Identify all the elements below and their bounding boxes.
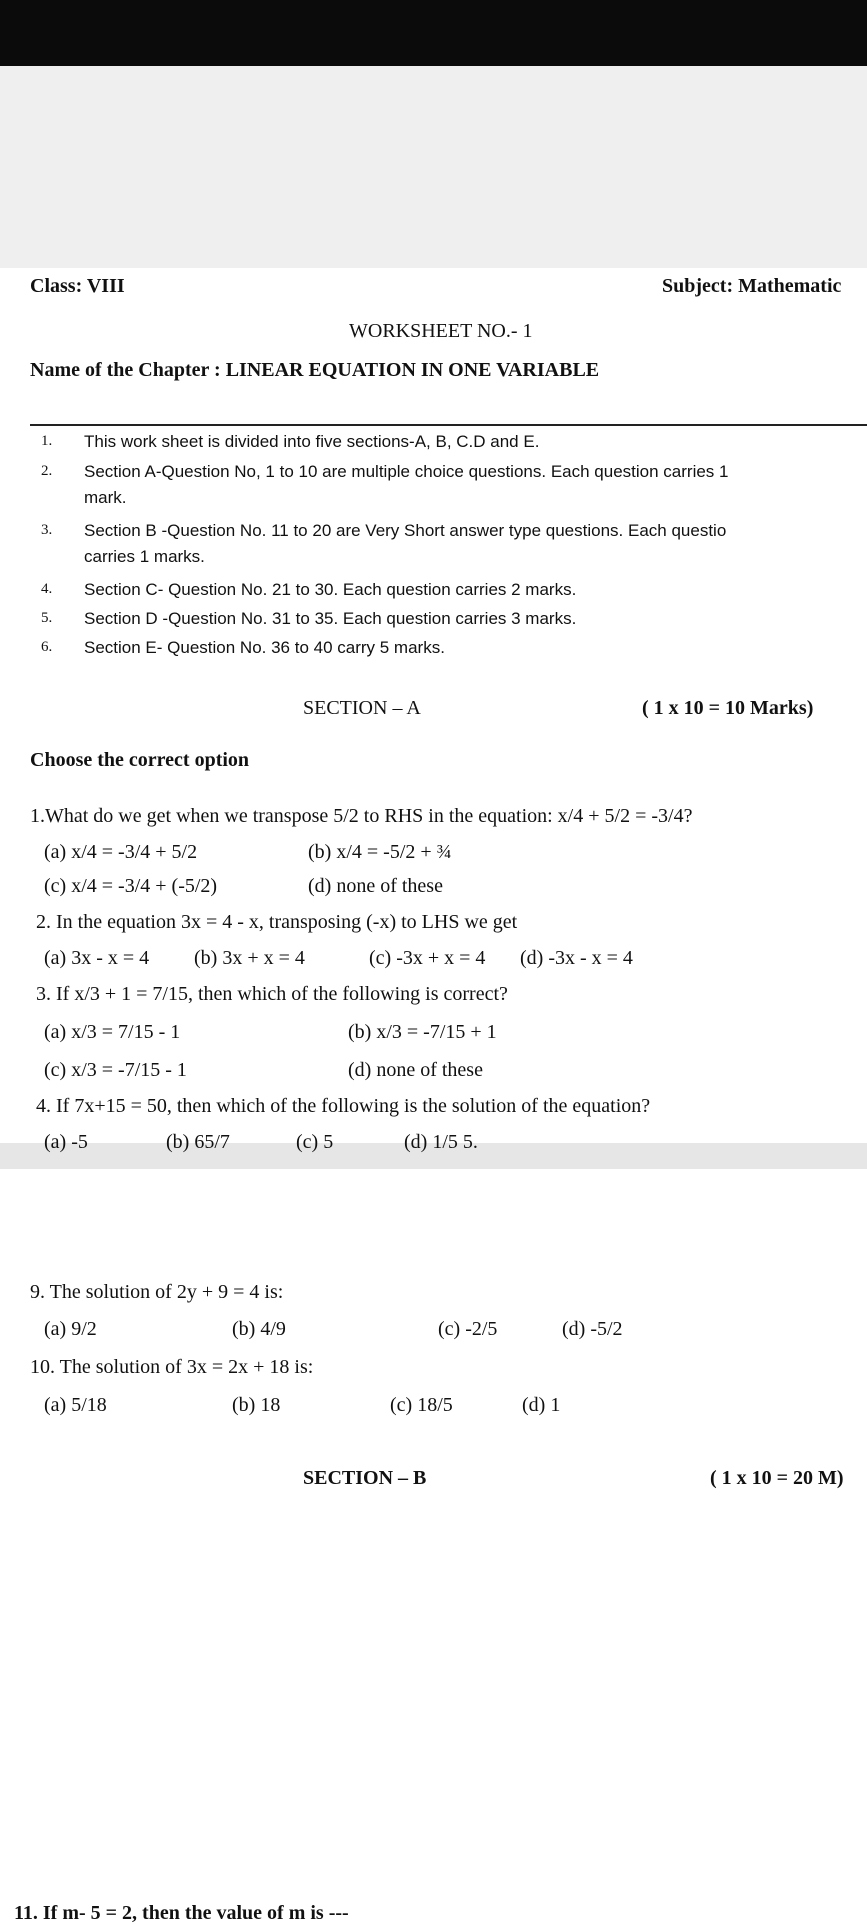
section-b-marks: ( 1 x 10 = 20 M) <box>710 1467 844 1489</box>
subject-label: Subject: Mathematic <box>662 275 842 297</box>
option: (d) 1/5 5. <box>404 1131 478 1153</box>
question-2: 2. In the equation 3x = 4 - x, transposing (-x) to LHS we get <box>36 911 518 933</box>
option: (c) -3x + x = 4 <box>369 947 486 969</box>
instruction-item-cont: mark. <box>84 488 127 507</box>
class-label: Class: VIII <box>30 275 125 297</box>
section-b-title: SECTION – B <box>303 1467 427 1489</box>
instruction-item-cont: carries 1 marks. <box>84 547 205 566</box>
section-a-title: SECTION – A <box>303 697 421 719</box>
instruction-number: 6. <box>41 639 53 655</box>
question-9: 9. The solution of 2y + 9 = 4 is: <box>30 1281 284 1303</box>
instruction-number: 5. <box>41 610 53 626</box>
option: (b) 4/9 <box>232 1318 286 1340</box>
top-gray-band <box>0 66 867 268</box>
question-4: 4. If 7x+15 = 50, then which of the following is the solution of the equation? <box>36 1095 651 1117</box>
option: (b) x/4 = -5/2 + ¾ <box>308 841 452 863</box>
instruction-number: 1. <box>41 433 53 449</box>
option: (b) x/3 = -7/15 + 1 <box>348 1021 497 1043</box>
instruction-item: Section E- Question No. 36 to 40 carry 5 marks. <box>84 638 445 657</box>
worksheet-title: WORKSHEET NO.- 1 <box>349 320 533 342</box>
option: (a) 3x - x = 4 <box>44 947 150 969</box>
instruction-number: 2. <box>41 463 53 479</box>
option: (b) 3x + x = 4 <box>194 947 305 969</box>
option: (c) x/4 = -3/4 + (-5/2) <box>44 875 218 897</box>
option: (d) none of these <box>348 1059 483 1081</box>
instruction-item: Section B -Question No. 11 to 20 are Very Short answer type questions. Each questio <box>84 521 727 540</box>
option: (c) 5 <box>296 1131 334 1153</box>
question-10: 10. The solution of 3x = 2x + 18 is: <box>30 1356 314 1378</box>
question-1: 1.What do we get when we transpose 5/2 to RHS in the equation: x/4 + 5/2 = -3/4? <box>30 805 693 827</box>
option: (a) 5/18 <box>44 1394 107 1416</box>
instruction-item: Section A-Question No, 1 to 10 are multiple choice questions. Each question carries 1 <box>84 462 729 481</box>
instruction-item: This work sheet is divided into five sections-A, B, C.D and E. <box>84 432 540 451</box>
option: (b) 18 <box>232 1394 281 1416</box>
instruction-number: 3. <box>41 522 53 538</box>
option: (d) none of these <box>308 875 443 897</box>
option: (d) -3x - x = 4 <box>520 947 633 969</box>
top-black-bar <box>0 0 867 66</box>
question-11: 11. If m- 5 = 2, then the value of m is --- <box>14 1902 349 1924</box>
option: (c) -2/5 <box>438 1318 498 1340</box>
option: (a) x/4 = -3/4 + 5/2 <box>44 841 198 863</box>
worksheet-page-2 <box>0 1169 867 1925</box>
option: (a) -5 <box>44 1131 88 1153</box>
option: (c) x/3 = -7/15 - 1 <box>44 1059 187 1081</box>
instruction-number: 4. <box>41 581 53 597</box>
page1-lower-content <box>0 268 867 1153</box>
option: (d) -5/2 <box>562 1318 623 1340</box>
option: (d) 1 <box>522 1394 561 1416</box>
section-a-subtitle: Choose the correct option <box>30 749 250 771</box>
section-a-marks: ( 1 x 10 = 10 Marks) <box>642 697 814 719</box>
option: (a) x/3 = 7/15 - 1 <box>44 1021 181 1043</box>
option: (b) 65/7 <box>166 1131 230 1153</box>
instruction-item: Section D -Question No. 31 to 35. Each question carries 3 marks. <box>84 609 577 628</box>
option: (c) 18/5 <box>390 1394 453 1416</box>
option: (a) 9/2 <box>44 1318 97 1340</box>
question-3: 3. If x/3 + 1 = 7/15, then which of the following is correct? <box>36 983 508 1005</box>
chapter-label: Name of the Chapter : LINEAR EQUATION IN ONE VARIABLE <box>30 359 600 381</box>
instruction-item: Section C- Question No. 21 to 30. Each question carries 2 marks. <box>84 580 577 599</box>
